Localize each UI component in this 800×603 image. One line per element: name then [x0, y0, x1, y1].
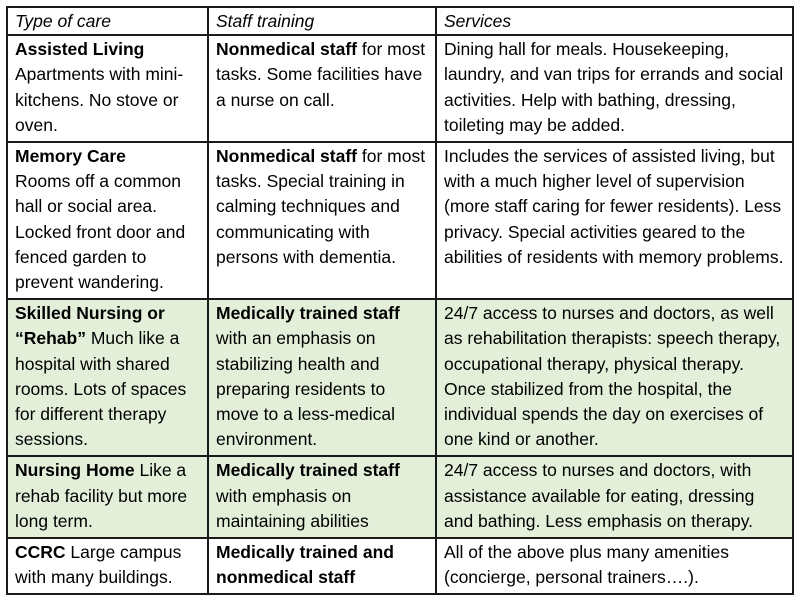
staff-description: for most tasks. Special training in calming techniques and communicating with persons with dementia. [216, 146, 426, 267]
header-services: Services [436, 7, 793, 35]
type-description: Much like a hospital with shared rooms. Lots of spaces for different therapy sessions. [15, 328, 187, 450]
type-cell [7, 538, 208, 594]
type-title: Nursing Home [15, 460, 135, 481]
header-row [7, 7, 793, 35]
staff-cell [208, 538, 436, 594]
services-cell: 24/7 access to nurses and doctors, as well as rehabilitation therapists: speech therapy, occupational therapy, physical therapy. Once stabilized from the hospital, the individual spends the day on exercises of one kind or another. [436, 299, 793, 456]
staff-description: with emphasis on maintaining abilities [216, 485, 369, 531]
type-title: CCRC [15, 542, 66, 563]
staff-cell [208, 299, 436, 456]
staff-description: for most tasks. Some facilities have a nurse on call. [216, 39, 426, 110]
type-description: Like a rehab facility but more long term. [15, 460, 188, 531]
services-cell: All of the above plus many amenities (concierge, personal trainers….). [436, 538, 793, 594]
header-staff-training: Staff training [208, 7, 436, 35]
staff-description: with an emphasis on stabilizing health and preparing residents to move to a less-medical environment. [216, 328, 395, 450]
type-cell [7, 456, 208, 538]
services-cell: Dining hall for meals. Housekeeping, laundry, and van trips for errands and social activities. Help with bathing, dressing, toileting may be added. [436, 35, 793, 142]
services-cell: Includes the services of assisted living, but with a much higher level of supervision (more staff caring for fewer residents). Less privacy. Special activities geared to the abilities of residents with memory problems. [436, 142, 793, 299]
row-skilled-nursing [7, 299, 793, 456]
type-cell [7, 299, 208, 456]
type-description: Apartments with mini-kitchens. No stove or oven. [15, 64, 184, 135]
row-assisted-living [7, 35, 793, 142]
staff-bold: Medically trained staff [216, 460, 400, 481]
header-type-of-care: Type of care [7, 7, 208, 35]
type-title: Assisted Living [15, 39, 145, 60]
staff-bold: Medically trained staff [216, 303, 400, 324]
type-description: Rooms off a common hall or social area. Locked front door and fenced garden to prevent wandering. [15, 171, 186, 293]
staff-bold: Nonmedical staff [216, 146, 357, 167]
type-cell [7, 35, 208, 142]
staff-cell [208, 142, 436, 299]
staff-bold: Medically trained and nonmedical staff [216, 542, 394, 588]
care-types-table [6, 6, 794, 595]
staff-cell [208, 456, 436, 538]
row-nursing-home [7, 456, 793, 538]
services-cell: 24/7 access to nurses and doctors, with assistance available for eating, dressing and bathing. Less emphasis on therapy. [436, 456, 793, 538]
type-title: Skilled Nursing or “Rehab” [15, 303, 165, 349]
type-description: Large campus with many buildings. [15, 542, 182, 588]
type-title: Memory Care [15, 146, 126, 167]
row-ccrc [7, 538, 793, 594]
row-memory-care [7, 142, 793, 299]
type-cell [7, 142, 208, 299]
staff-cell [208, 35, 436, 142]
staff-bold: Nonmedical staff [216, 39, 357, 60]
